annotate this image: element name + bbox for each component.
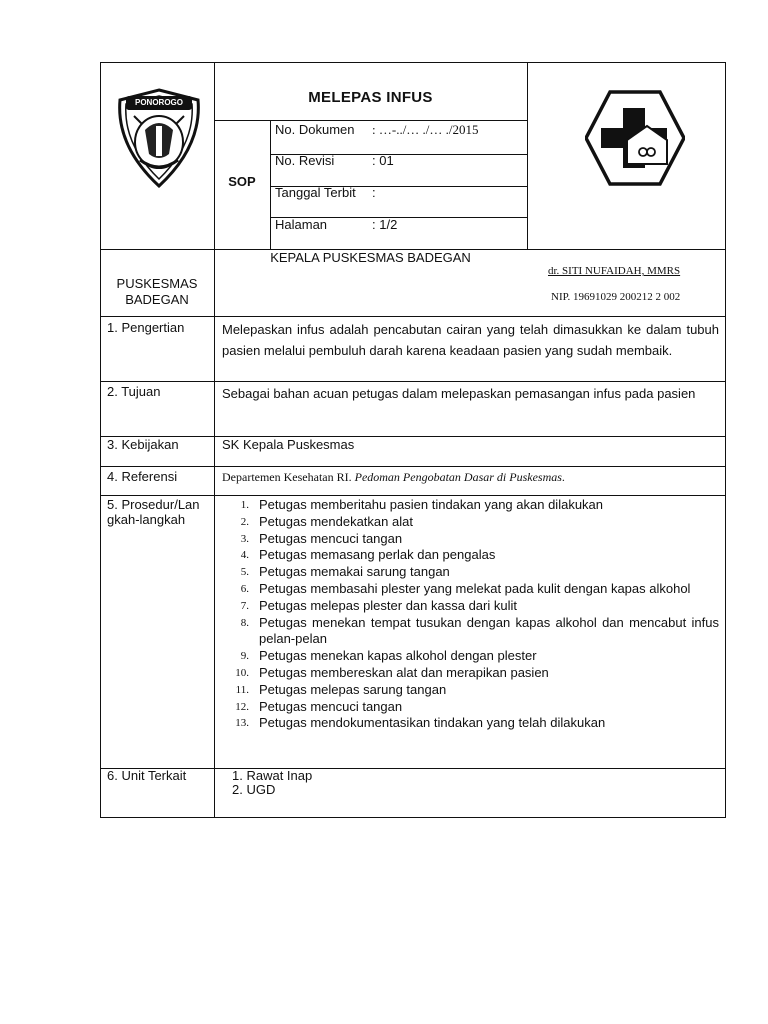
col-divider-right <box>527 62 528 249</box>
table-border-top <box>100 62 726 63</box>
procedure-step-text: Petugas mendekatkan alat <box>259 513 413 529</box>
procedure-step-text: Petugas mencuci tangan <box>259 530 403 546</box>
row-label-kebijakan: 3. Kebijakan <box>107 437 179 452</box>
field-label-no-dokumen: No. Dokumen <box>275 122 355 137</box>
referensi-plain: Departemen Kesehatan RI. <box>222 470 355 484</box>
row-label-prosedur: 5. Prosedur/Lan gkah-langkah <box>107 497 200 527</box>
procedure-step <box>235 664 719 682</box>
unit-item-2: 2. UGD <box>232 782 276 797</box>
row-text-pengertian: Melepaskan infus adalah pencabutan cairan yang telah dimasukkan ke dalam tubuh pasien melalui pembuluh darah karena keadaan pasien yang sudah membaik. <box>222 322 719 358</box>
procedure-step <box>240 614 719 649</box>
regency-crest-logo <box>112 86 206 190</box>
procedure-step <box>235 698 719 716</box>
procedure-step-text: Petugas memasang perlak dan pengalas <box>259 547 496 563</box>
procedure-step-text: Petugas menekan tempat tusukan dengan kapas alkohol dan mencabut infus pelan-pelan <box>259 614 719 647</box>
procedure-step-number: 4. <box>240 549 249 562</box>
procedure-step-number: 7. <box>240 599 249 612</box>
header-divider-sop <box>270 120 271 250</box>
head-of-office-title: KEPALA PUSKESMAS BADEGAN <box>270 250 471 265</box>
table-border-bottom <box>100 817 726 818</box>
procedure-step-number: 11. <box>235 683 249 696</box>
procedure-step <box>240 564 719 581</box>
table-border-right <box>725 62 726 818</box>
field-value-no-dokumen: : …-../… ./… ./2015 <box>372 122 479 137</box>
procedure-steps <box>235 497 719 732</box>
procedure-step-text: Petugas memakai sarung tangan <box>259 564 450 580</box>
field-value-halaman: : 1/2 <box>372 217 398 232</box>
signatory-nip: NIP. 19691029 200212 2 002 <box>551 291 681 303</box>
row-text-tujuan: Sebagai bahan acuan petugas dalam melepaskan pemasangan infus pada pasien <box>222 386 696 401</box>
table-border-left <box>100 62 101 818</box>
org-name: PUSKESMAS BADEGAN <box>116 276 198 307</box>
title-underline <box>214 120 527 121</box>
field-label-tanggal-terbit: Tanggal Terbit <box>275 185 356 200</box>
unit-item-1: 1. Rawat Inap <box>232 768 313 783</box>
document-title: MELEPAS INFUS <box>308 89 433 106</box>
procedure-step-number: 2. <box>240 515 249 528</box>
row-line-4 <box>100 466 726 467</box>
sop-label: SOP <box>228 174 256 189</box>
procedure-step-number: 12. <box>235 700 249 713</box>
procedure-step-text: Petugas melepas plester dan kassa dari kulit <box>259 597 517 613</box>
row-line-6 <box>100 768 726 769</box>
procedure-step <box>240 513 719 531</box>
field-value-no-revisi: : 01 <box>372 153 394 168</box>
row-line-1 <box>100 316 726 317</box>
field-label-no-revisi: No. Revisi <box>275 153 335 168</box>
row-line-3 <box>100 436 726 437</box>
referensi-italic: Pedoman Pengobatan Dasar di Puskesmas <box>354 470 562 484</box>
row-line-2 <box>100 381 726 382</box>
procedure-step <box>240 580 719 598</box>
signatory-name: dr. SITI NUFAIDAH, MMRS <box>548 265 681 277</box>
procedure-step <box>240 597 719 615</box>
crest-banner-text: PONOROGO <box>134 98 183 107</box>
procedure-step-text: Petugas mendokumentasikan tindakan yang telah dilakukan <box>259 715 606 731</box>
procedure-step-text: Petugas mencuci tangan <box>259 698 403 714</box>
procedure-step-text: Petugas menekan kapas alkohol dengan plester <box>259 648 537 664</box>
procedure-step-number: 1. <box>240 499 249 511</box>
puskesmas-logo <box>585 90 685 186</box>
field-label-halaman: Halaman <box>275 217 328 232</box>
procedure-step-text: Petugas melepas sarung tangan <box>259 681 447 697</box>
procedure-step <box>235 681 719 699</box>
referensi-end: . <box>561 470 565 484</box>
procedure-step-number: 10. <box>235 666 249 679</box>
procedure-step-number: 9. <box>240 650 249 663</box>
procedure-step <box>235 715 719 732</box>
procedure-step <box>240 497 719 514</box>
row-line-5 <box>100 495 726 496</box>
procedure-step-text: Petugas membasahi plester yang melekat pada kulit dengan kapas alkohol <box>259 580 691 596</box>
procedure-step <box>240 648 719 665</box>
procedure-step-number: 5. <box>240 566 249 579</box>
row-label-pengertian: 1. Pengertian <box>107 320 185 335</box>
procedure-step <box>240 547 719 564</box>
procedure-step-text: Petugas memberitahu pasien tindakan yang akan dilakukan <box>259 497 604 512</box>
procedure-step-text: Petugas membereskan alat dan merapikan pasien <box>259 664 549 680</box>
procedure-step-number: 13. <box>235 717 249 730</box>
row-label-referensi: 4. Referensi <box>107 469 178 484</box>
row-label-unit-terkait: 6. Unit Terkait <box>107 768 187 783</box>
row-text-referensi <box>222 470 565 485</box>
field-value-tanggal-terbit: : <box>372 185 376 200</box>
procedure-step <box>240 530 719 548</box>
row-label-tujuan: 2. Tujuan <box>107 384 161 399</box>
procedure-step-number: 6. <box>240 582 249 595</box>
procedure-step-number: 8. <box>240 616 249 629</box>
row-text-kebijakan: SK Kepala Puskesmas <box>222 437 355 452</box>
procedure-step-number: 3. <box>240 532 249 545</box>
